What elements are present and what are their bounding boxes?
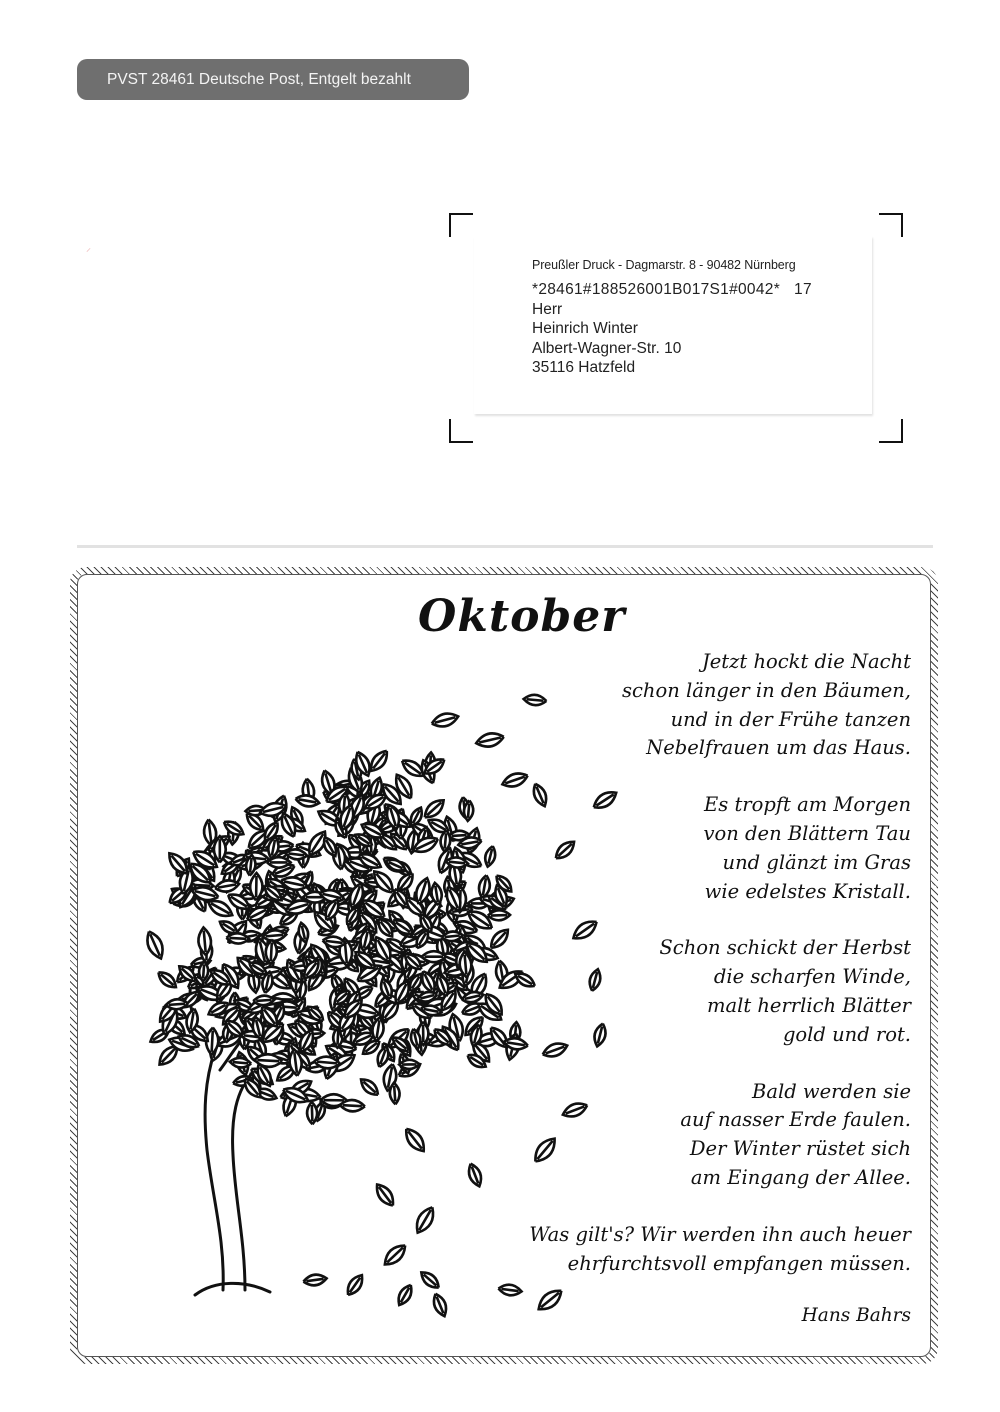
poem-stanza (491, 1221, 911, 1279)
leaf-shape (422, 951, 447, 962)
poem-stanza (491, 648, 911, 763)
window-corner-bottom-left (449, 419, 473, 443)
leaf-shape (421, 796, 447, 821)
recipient-name: Heinrich Winter (532, 320, 638, 337)
stray-mark: ⸝ (86, 243, 91, 254)
fold-line (77, 545, 933, 548)
routing-code-suffix: 17 (794, 281, 812, 298)
leaf-shape (344, 1272, 367, 1298)
leaf-shape (143, 929, 167, 961)
recipient-salutation: Herr (532, 300, 563, 318)
leaf-shape (214, 836, 226, 862)
poem-line: auf nasser Erde faulen. (680, 1108, 911, 1132)
leaf-shape (358, 1076, 382, 1099)
poem-line: und glänzt im Gras (722, 850, 911, 874)
poem-line: Jetzt hockt die Nacht (701, 650, 911, 673)
poem-line: ehrfurchtsvoll empfangen müssen. (567, 1251, 911, 1275)
poem-line: am Eingang der Allee. (690, 1165, 911, 1189)
poem-line: Schon schickt der Herbst (659, 936, 911, 960)
poem-line: von den Blättern Tau (703, 821, 911, 845)
tree-roots (195, 1283, 270, 1295)
leaf-shape (418, 1269, 442, 1292)
poem-line: gold und rot. (782, 1022, 911, 1046)
poem-line: Was gilt's? Wir werden ihn auch heuer (529, 1222, 911, 1246)
leaf-shape (155, 969, 179, 991)
window-corner-top-left (449, 213, 473, 237)
poem-line: schon länger in den Bäumen, (621, 678, 911, 702)
leaf-shape (372, 1181, 397, 1209)
routing-code-value: *28461#188526001B017S1#0042* (532, 281, 781, 298)
leaf-shape (430, 1292, 449, 1318)
poem-line: Bald werden sie (752, 1079, 911, 1103)
poem-stanza (491, 934, 911, 1049)
leaf-shape (267, 857, 291, 868)
poem-line: malt herrlich Blätter (706, 993, 911, 1017)
address-block (532, 258, 812, 378)
window-corner-top-right (879, 213, 903, 237)
poem-stanza (491, 791, 911, 906)
leaf-shape (307, 1102, 318, 1125)
recipient-street: Albert-Wagner-Str. 10 (532, 339, 682, 357)
poem-line: und in der Frühe tanzen (670, 707, 911, 731)
poem-title: Oktober (418, 591, 626, 642)
postage-paid-banner: PVST 28461 Deutsche Post, Entgelt bezahlt (77, 59, 469, 100)
poem-text (491, 648, 911, 1330)
tree-trunk-left (205, 1050, 223, 1290)
window-corner-bottom-right (879, 419, 903, 443)
tree-trunk-right (233, 1070, 255, 1290)
poem-author: Hans Bahrs (801, 1305, 911, 1327)
routing-code (532, 280, 812, 300)
leaf-shape (401, 1125, 428, 1155)
leaf-shape (399, 1060, 420, 1070)
poem-line: Es tropft am Morgen (704, 793, 911, 817)
leaf-shape (384, 857, 407, 874)
leaf-shape (339, 1099, 365, 1112)
poem-line: die scharfen Winde, (713, 965, 911, 989)
poem-line: Nebelfrauen um das Haus. (646, 736, 911, 760)
leaf-shape (466, 1162, 485, 1189)
recipient-city: 35116 Hatzfeld (532, 359, 636, 376)
leaf-shape (229, 1057, 251, 1068)
leaf-shape (430, 711, 460, 730)
poem-line: wie edelstes Kristall. (704, 879, 911, 903)
leaf-shape (395, 1282, 416, 1307)
leaf-shape (389, 1082, 400, 1104)
leaf-shape (303, 1273, 328, 1287)
leaf-shape (295, 794, 320, 809)
poem-line: Der Winter rüstet sich (689, 1137, 911, 1161)
poem-stanza (491, 1078, 911, 1193)
leaf-shape (381, 1241, 410, 1269)
leaf-shape (322, 935, 346, 948)
sender-line: Preußler Druck - Dagmarstr. 8 - 90482 Nürnberg (532, 258, 796, 272)
leaf-shape (412, 1204, 438, 1236)
